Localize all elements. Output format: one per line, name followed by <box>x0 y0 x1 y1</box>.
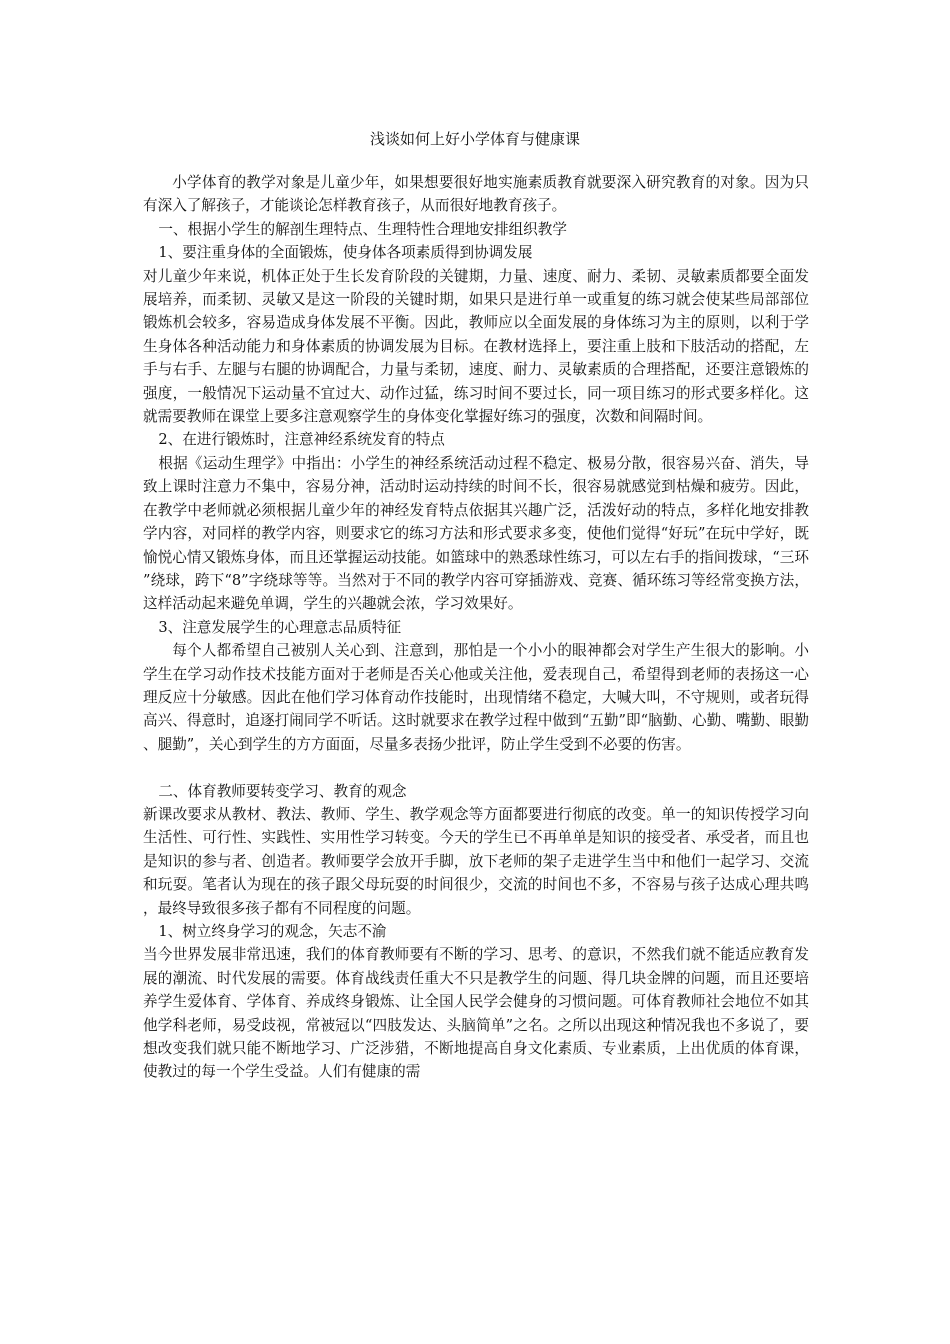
paragraph: 新课改要求从教材、教法、教师、学生、教学观念等方面都要进行彻底的改变。单一的知识传授学习向生活性、可行性、实践性、实用性学习转变。今天的学生已不再单单是知识的接受者、承受者，而且也是知识的参与者、创造者。教师要学会放开手脚，放下老师的架子走进学生当中和他们一起学习、交流和玩耍。笔者认为现在的孩子跟父母玩耍的时间很少，交流的时间也不多，不容易与孩子达成心理共鸣，最终导致很多孩子都有不同程度的问题。 <box>143 805 809 917</box>
document-body <box>143 171 809 1084</box>
paragraph: 一、根据小学生的解剖生理特点、生理特性合理地安排组织教学 <box>158 220 567 238</box>
paragraph: 当今世界发展非常迅速，我们的体育教师要有不断的学习、思考、的意识，不然我们就不能适应教育发展的潮流、时代发展的需要。体育战线责任重大不只是教学生的问题、得几块金牌的问题，而且还要培养学生爱体育、学体育、养成终身锻炼、让全国人民学会健身的习惯问题。可体育教师社会地位不如其他学科老师，易受歧视，常被冠以“四肢发达、头脑简单”之名。之所以出现这种情况我也不多说了，要想改变我们就只能不断地学习、广泛涉猎，不断地提高自身文化素质、专业素质，上出优质的体育课，使教过的每一个学生受益。人们有健康的需 <box>143 946 809 1081</box>
paragraph: 1、要注重身体的全面锻炼，使身体各项素质得到协调发展 <box>158 244 533 262</box>
paragraph: 根据《运动生理学》中指出：小学生的神经系统活动过程不稳定、极易分散，很容易兴奋、消失，导致上课时注意力不集中，容易分神，活动时运动持续的时间不长，很容易就感觉到枯燥和疲劳。因此，在教学中老师就必须根据儿童少年的神经发育特点依据其兴趣广泛，活泼好动的特点，多样化地安排教学内容，对同样的教学内容，则要求它的练习方法和形式要求多变，使他们觉得“好玩”在玩中学好，既愉悦心情又锻炼身体，而且还掌握运动技能。如篮球中的熟悉球性练习，可以左右手的指间拨球，“三环”绕球，跨下“8”字绕球等等。当然对于不同的教学内容可穿插游戏、竞赛、循环练习等经常变换方法，这样活动起来避免单调，学生的兴趣就会浓，学习效果好。 <box>143 454 809 613</box>
paragraph: 2、在进行锻炼时，注意神经系统发育的特点 <box>158 431 445 449</box>
paragraph: 每个人都希望自己被别人关心到、注意到，那怕是一个小小的眼神都会对学生产生很大的影响。小学生在学习动作技术技能方面对于老师是否关心他或关注他，爱表现自己，希望得到老师的表扬这一心理反应十分敏感。因此在他们学习体育动作技能时，出现情绪不稳定，大喊大叫，不守规则，或者玩得高兴、得意时，追逐打闹同学不听话。这时就要求在教学过程中做到“五勤”即“脑勤、心勤、嘴勤、眼勤、腿勤”，关心到学生的方方面面，尽量多表扬少批评，防止学生受到不必要的伤害。 <box>143 642 809 753</box>
paragraph: 小学体育的教学对象是儿童少年，如果想要很好地实施素质教育就要深入研究教育的对象。因为只有深入了解孩子，才能谈论怎样教育孩子，从而很好地教育孩子。 <box>143 174 809 215</box>
paragraph: 对儿童少年来说，机体正处于生长发育阶段的关键期，力量、速度、耐力、柔韧、灵敏素质都要全面发展培养，而柔韧、灵敏又是这一阶段的关键时期，如果只是进行单一或重复的练习就会使某些局部部位锻炼机会较多，容易造成身体发展不平衡。因此，教师应以全面发展的身体练习为主的原则，以利于学生身体各种活动能力和身体素质的协调发展为目标。在教材选择上，要注重上肢和下肢活动的搭配，左手与右手、左腿与右腿的协调配合，力量与柔韧，速度、耐力、灵敏素质的合理搭配，还要注意锻炼的强度，一般情况下运动量不宜过大、动作过猛，练习时间不要过长，同一项目练习的形式要多样化。这就需要教师在课堂上要多注意观察学生的身体变化掌握好练习的强度，次数和间隔时间。 <box>143 267 809 426</box>
blank-line <box>143 756 809 779</box>
paragraph: 1、树立终身学习的观念，矢志不渝 <box>158 922 387 940</box>
document-title: 浅谈如何上好小学体育与健康课 <box>369 130 580 148</box>
paragraph: 二、体育教师要转变学习、教育的观念 <box>158 782 407 800</box>
paragraph: 3、注意发展学生的心理意志品质特征 <box>158 618 402 636</box>
